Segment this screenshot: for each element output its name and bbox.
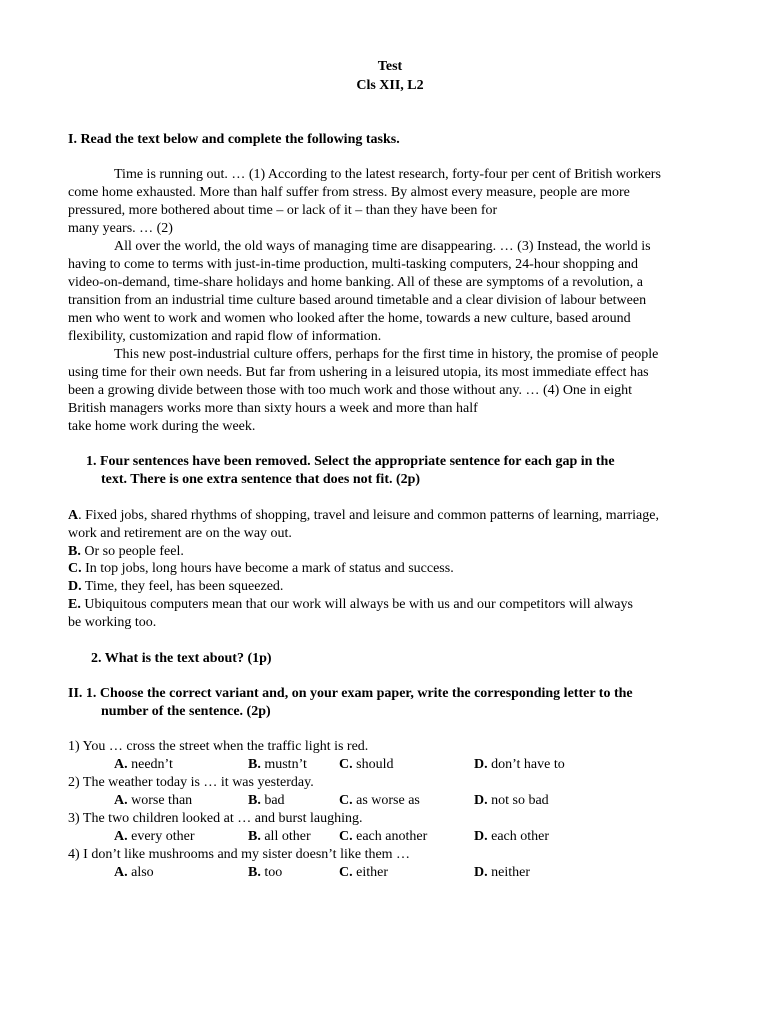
answer-letter: C.	[339, 793, 353, 808]
option-a	[68, 507, 659, 525]
answer-b	[248, 828, 311, 846]
answer-a	[114, 864, 154, 882]
text-line: pressured, more bothered about time – or lack of it – than they have been for	[68, 203, 498, 218]
option-text: Or so people feel.	[80, 544, 184, 559]
option-letter: D.	[68, 579, 82, 594]
answer-text: not so bad	[487, 793, 549, 808]
answer-letter: D.	[474, 757, 488, 772]
text-line: men who went to work and women who looked after the home, towards a new culture, based around	[68, 311, 631, 326]
class-subtitle: Cls XII, L2	[356, 78, 424, 93]
option-text: In top jobs, long hours have become a mark of status and success.	[81, 561, 454, 576]
option-e	[68, 596, 633, 614]
answer-a	[114, 792, 192, 810]
answer-letter: A.	[114, 793, 128, 808]
text-line: having to come to terms with just-in-time production, multi-tasking computers, 24-hour shopping and	[68, 257, 639, 272]
answer-text: neither	[487, 865, 530, 880]
answer-c	[339, 792, 420, 810]
text-line: All over the world, the old ways of managing time are disappearing. … (3) Instead, the world is	[114, 239, 651, 254]
answer-letter: B.	[248, 865, 261, 880]
option-text: Ubiquitous computers mean that our work will always be with us and our competitors will always	[80, 597, 633, 612]
option-text: Time, they feel, has been squeezed.	[81, 579, 284, 594]
answer-letter: C.	[339, 865, 353, 880]
text-line: flexibility, customization and rapid flow of information.	[68, 329, 382, 344]
text-line: British managers works more than sixty hours a week and more than half	[68, 401, 478, 416]
text-line: This new post-industrial culture offers, perhaps for the first time in history, the promise of people	[114, 347, 659, 362]
answer-c	[339, 828, 427, 846]
answer-letter: B.	[248, 757, 261, 772]
section2-heading: number of the sentence. (2p)	[101, 704, 271, 719]
text-line: using time for their own needs. But far from ushering in a leisured utopia, its most immediate effect has	[68, 365, 649, 380]
test-title: Test	[377, 59, 403, 74]
answer-letter: B.	[248, 793, 261, 808]
option-a-continued: work and retirement are on the way out.	[68, 526, 292, 541]
answer-text: either	[352, 865, 388, 880]
answer-letter: A.	[114, 829, 128, 844]
answer-text: bad	[260, 793, 285, 808]
section1-heading: I. Read the text below and complete the following tasks.	[68, 132, 400, 147]
answer-d	[474, 828, 549, 846]
option-c	[68, 560, 454, 578]
option-letter: B.	[68, 544, 81, 559]
answer-text: each another	[352, 829, 428, 844]
answer-b	[248, 792, 285, 810]
answer-b	[248, 756, 307, 774]
option-letter: C.	[68, 561, 82, 576]
question: 2) The weather today is … it was yesterday.	[68, 775, 314, 790]
text-line: Time is running out. … (1) According to the latest research, forty-four per cent of British workers	[114, 167, 661, 182]
answer-text: should	[352, 757, 394, 772]
section2-heading: II. 1. Choose the correct variant and, on your exam paper, write the corresponding letter to the	[68, 686, 633, 701]
answer-letter: C.	[339, 829, 353, 844]
answer-letter: C.	[339, 757, 353, 772]
answer-d	[474, 756, 565, 774]
answer-text: mustn’t	[260, 757, 307, 772]
answer-text: too	[260, 865, 283, 880]
answer-letter: A.	[114, 865, 128, 880]
answer-text: as worse as	[352, 793, 420, 808]
answer-letter: B.	[248, 829, 261, 844]
option-d	[68, 578, 283, 596]
answer-a	[114, 756, 173, 774]
text-line: take home work during the week.	[68, 419, 256, 434]
answer-letter: D.	[474, 793, 488, 808]
answer-d	[474, 864, 530, 882]
question: 3) The two children looked at … and burst laughing.	[68, 811, 363, 826]
answer-text: don’t have to	[487, 757, 565, 772]
option-b	[68, 543, 184, 561]
task2-instruction: 2. What is the text about? (1p)	[91, 651, 272, 666]
answer-letter: A.	[114, 757, 128, 772]
answer-b	[248, 864, 282, 882]
option-letter: E.	[68, 597, 81, 612]
answer-c	[339, 756, 393, 774]
text-line: been a growing divide between those with too much work and those without any. … (4) One in eight	[68, 383, 633, 398]
text-line: many years. … (2)	[68, 221, 173, 236]
answer-text: each other	[487, 829, 550, 844]
task1-instruction: 1. Four sentences have been removed. Select the appropriate sentence for each gap in the	[86, 454, 615, 469]
text-line: come home exhausted. More than half suffer from stress. By almost every measure, people are more	[68, 185, 630, 200]
option-letter: A	[68, 508, 79, 523]
answer-text: also	[127, 865, 154, 880]
question: 1) You … cross the street when the traffic light is red.	[68, 739, 369, 754]
answer-letter: D.	[474, 829, 488, 844]
answer-text: every other	[127, 829, 195, 844]
answer-d	[474, 792, 549, 810]
answer-a	[114, 828, 194, 846]
text-line: video-on-demand, time-share holidays and home banking. All of these are symptoms of a revolution, a	[68, 275, 644, 290]
answer-text: worse than	[127, 793, 193, 808]
question: 4) I don’t like mushrooms and my sister doesn’t like them …	[68, 847, 411, 862]
answer-text: needn’t	[127, 757, 173, 772]
option-e-continued: be working too.	[68, 615, 157, 630]
answer-text: all other	[260, 829, 311, 844]
answer-letter: D.	[474, 865, 488, 880]
answer-c	[339, 864, 388, 882]
text-line: transition from an industrial time culture based around timetable and a clear division of labour between	[68, 293, 647, 308]
task1-instruction: text. There is one extra sentence that does not fit. (2p)	[101, 472, 421, 487]
option-text: . Fixed jobs, shared rhythms of shopping, travel and leisure and common patterns of learning, marriage,	[78, 508, 659, 523]
